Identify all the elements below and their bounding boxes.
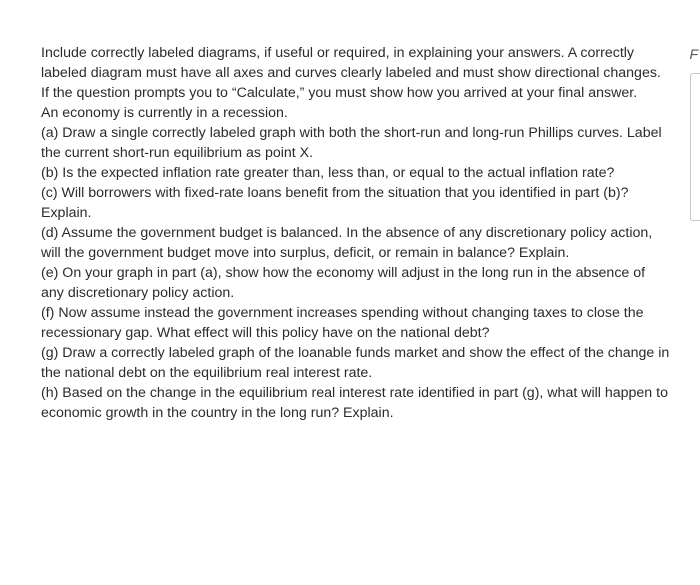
- question-part-g: (g) Draw a correctly labeled graph of the loanable funds market and show the effect of the change in the national debt on the equilibrium real interest rate.: [41, 345, 670, 381]
- question-part-c: (c) Will borrowers with fixed-rate loans benefit from the situation that you identified in part (b)? Explain.: [41, 185, 629, 221]
- question-part-e: (e) On your graph in part (a), show how the economy will adjust in the long run in the absence of any discretionary policy action.: [41, 265, 646, 301]
- clipped-edge-letter: F: [689, 46, 698, 62]
- scenario-statement: An economy is currently in a recession.: [41, 105, 288, 121]
- clipped-side-panel: [690, 73, 700, 221]
- question-part-d: (d) Assume the government budget is balanced. In the absence of any discretionary policy action, will the government budget move into surplus, deficit, or remain in balance? Explain.: [41, 225, 653, 261]
- question-part-a: (a) Draw a single correctly labeled graph with both the short-run and long-run Phillips curves. Label the current short-run equilibrium as point X.: [41, 125, 662, 161]
- question-part-b: (b) Is the expected inflation rate greater than, less than, or equal to the actual inflation rate?: [41, 165, 615, 181]
- question-document: [41, 43, 671, 423]
- question-part-f: (f) Now assume instead the government increases spending without changing taxes to close the recessionary gap. What effect will this policy have on the national debt?: [41, 305, 644, 341]
- question-part-h: (h) Based on the change in the equilibrium real interest rate identified in part (g), what will happen to economic growth in the country in the long run? Explain.: [41, 385, 668, 421]
- instructions-paragraph: Include correctly labeled diagrams, if useful or required, in explaining your answers. A correctly labeled diagram must have all axes and curves clearly labeled and must show directional changes. If the question prompts you to “Calculate,” you must show how you arrived at your final answer.: [41, 45, 661, 101]
